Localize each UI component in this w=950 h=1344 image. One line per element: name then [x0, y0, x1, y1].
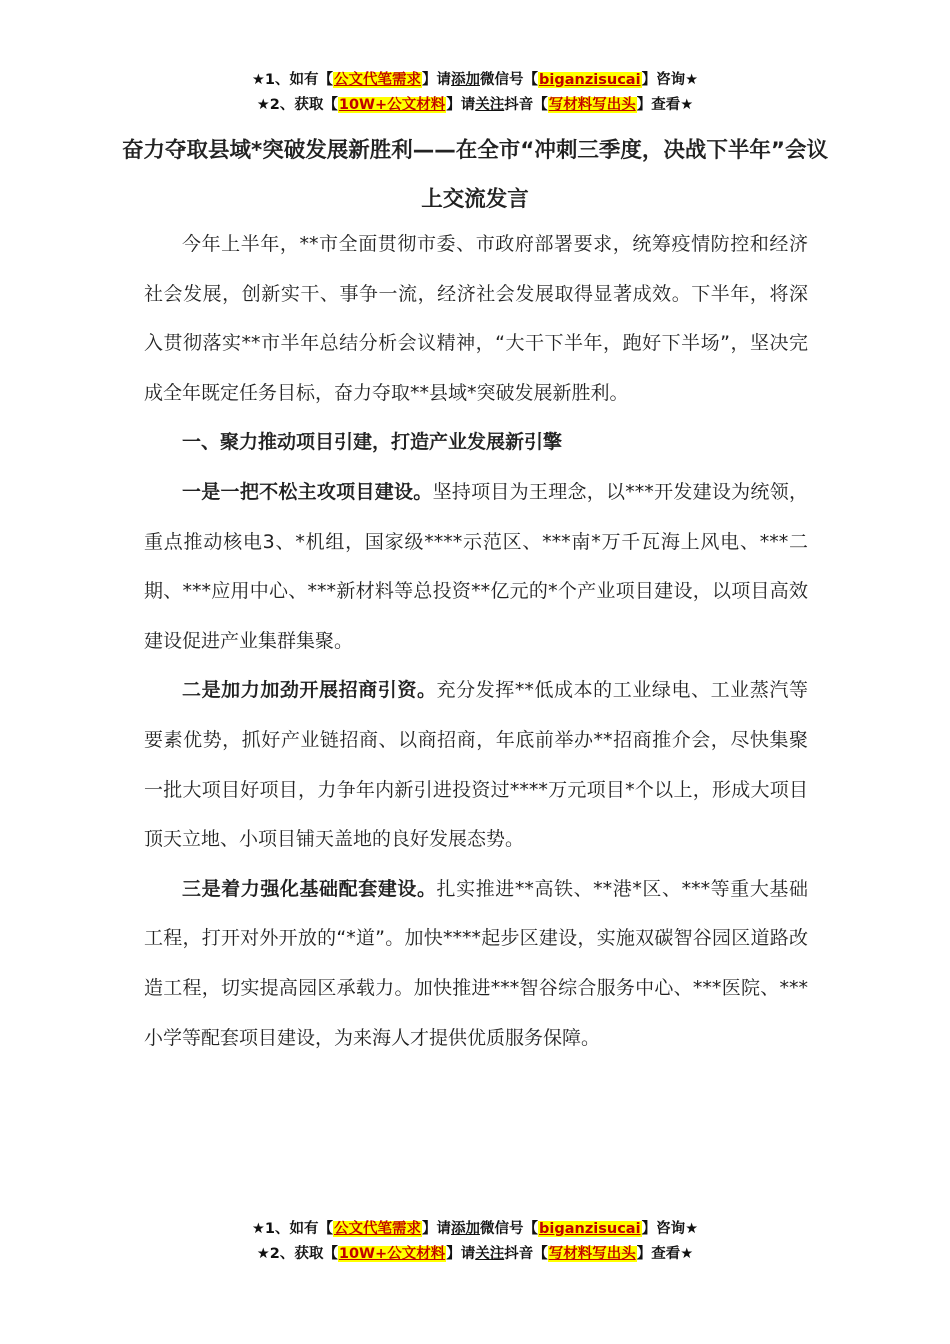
promo-text: 】请: [446, 97, 476, 113]
paragraph-lead: 二是加力加劲开展招商引资。: [182, 679, 437, 702]
promo-banner-bottom: [0, 1217, 950, 1267]
promo-line-2: [0, 1242, 950, 1267]
promo-text: 微信号【: [480, 72, 539, 88]
promo-underline: 添加: [451, 1221, 481, 1237]
promo-underline: 关注: [475, 1246, 505, 1262]
promo-text: 微信号【: [480, 1221, 539, 1237]
promo-text: 抖音【: [504, 1246, 548, 1262]
paragraph-lead: 一是一把不松主攻项目建设。: [182, 480, 433, 503]
paragraph-lead: 三是着力强化基础配套建设。: [182, 877, 437, 900]
promo-text: 】咨询★: [641, 1221, 699, 1237]
intro-paragraph: 今年上半年，**市全面贯彻市委、市政府部署要求，统筹疫情防控和经济社会发展，创新实干、事争一流，经济社会发展取得显著成效。下半年，将深入贯彻落实**市半年总结分析会议精神，“大干下半年，跑好下半场”，坚决完成全年既定任务目标，奋力夺取**县域*突破发展新胜利。: [144, 233, 808, 404]
promo-text: 】咨询★: [641, 72, 699, 88]
promo-text: 】请: [422, 1221, 452, 1237]
paragraph-text: 充分发挥**低成本的工业绿电、工业蒸汽等要素优势，抓好产业链招商、以商招商，年底前举办**招商推介会，尽快集聚一批大项目好项目，力争年内新引进投资过****万元项目*个以上，形成大项目顶天立地、小项目铺天盖地的良好发展态势。: [144, 679, 808, 851]
promo-text: 抖音【: [504, 97, 548, 113]
promo-underline: 添加: [451, 72, 481, 88]
body-paragraph: [144, 666, 808, 864]
promo-text: 】请: [422, 72, 452, 88]
document-title: 奋力夺取县域*突破发展新胜利——在全市“冲刺三季度，决战下半年”会议上交流发言: [121, 138, 828, 212]
promo-text: ★2、获取【: [256, 97, 338, 113]
promo-douyin-id: 写材料写出头: [548, 1246, 636, 1262]
paragraph-text: 坚持项目为王理念，以***开发建设为统领，重点推动核电3、*机组，国家级****示范区、***南*万千瓦海上风电、***二期、***应用中心、***新材料等总投资**亿元的*个产业项目建设，以项目高效建设促进产业集群集聚。: [144, 480, 808, 652]
promo-text: 】请: [446, 1246, 476, 1262]
promo-douyin-id: 写材料写出头: [548, 97, 636, 113]
body-paragraph: [144, 468, 808, 666]
promo-line-1: [0, 68, 950, 93]
promo-wechat-id: biganzisucai: [539, 1221, 641, 1237]
section-heading: 一、聚力推动项目引建，打造产业发展新引擎: [182, 431, 563, 454]
promo-underline: 关注: [475, 97, 505, 113]
promo-line-1: [0, 1217, 950, 1242]
promo-text: 】查看★: [636, 1246, 694, 1262]
promo-line-2: [0, 93, 950, 118]
promo-highlight: 公文代笔需求: [334, 1221, 422, 1237]
promo-wechat-id: biganzisucai: [539, 72, 641, 88]
paragraph-text: 扎实推进**高铁、**港*区、***等重大基础工程，打开对外开放的“*道”。加快****起步区建设，实施双碳智谷园区道路改造工程，切实提高园区承载力。加快推进***智谷综合服务中心、***医院、***小学等配套项目建设，为来海人才提供优质服务保障。: [144, 877, 808, 1049]
promo-highlight: 10W+公文材料: [338, 97, 446, 113]
promo-banner-top: [0, 68, 950, 118]
promo-highlight: 10W+公文材料: [338, 1246, 446, 1262]
promo-text: ★2、获取【: [256, 1246, 338, 1262]
promo-highlight: 公文代笔需求: [334, 72, 422, 88]
document-body: [144, 220, 808, 1063]
promo-text: 】查看★: [636, 97, 694, 113]
body-paragraph: [144, 865, 808, 1063]
promo-text: ★1、如有【: [251, 1221, 334, 1237]
promo-text: ★1、如有【: [251, 72, 334, 88]
